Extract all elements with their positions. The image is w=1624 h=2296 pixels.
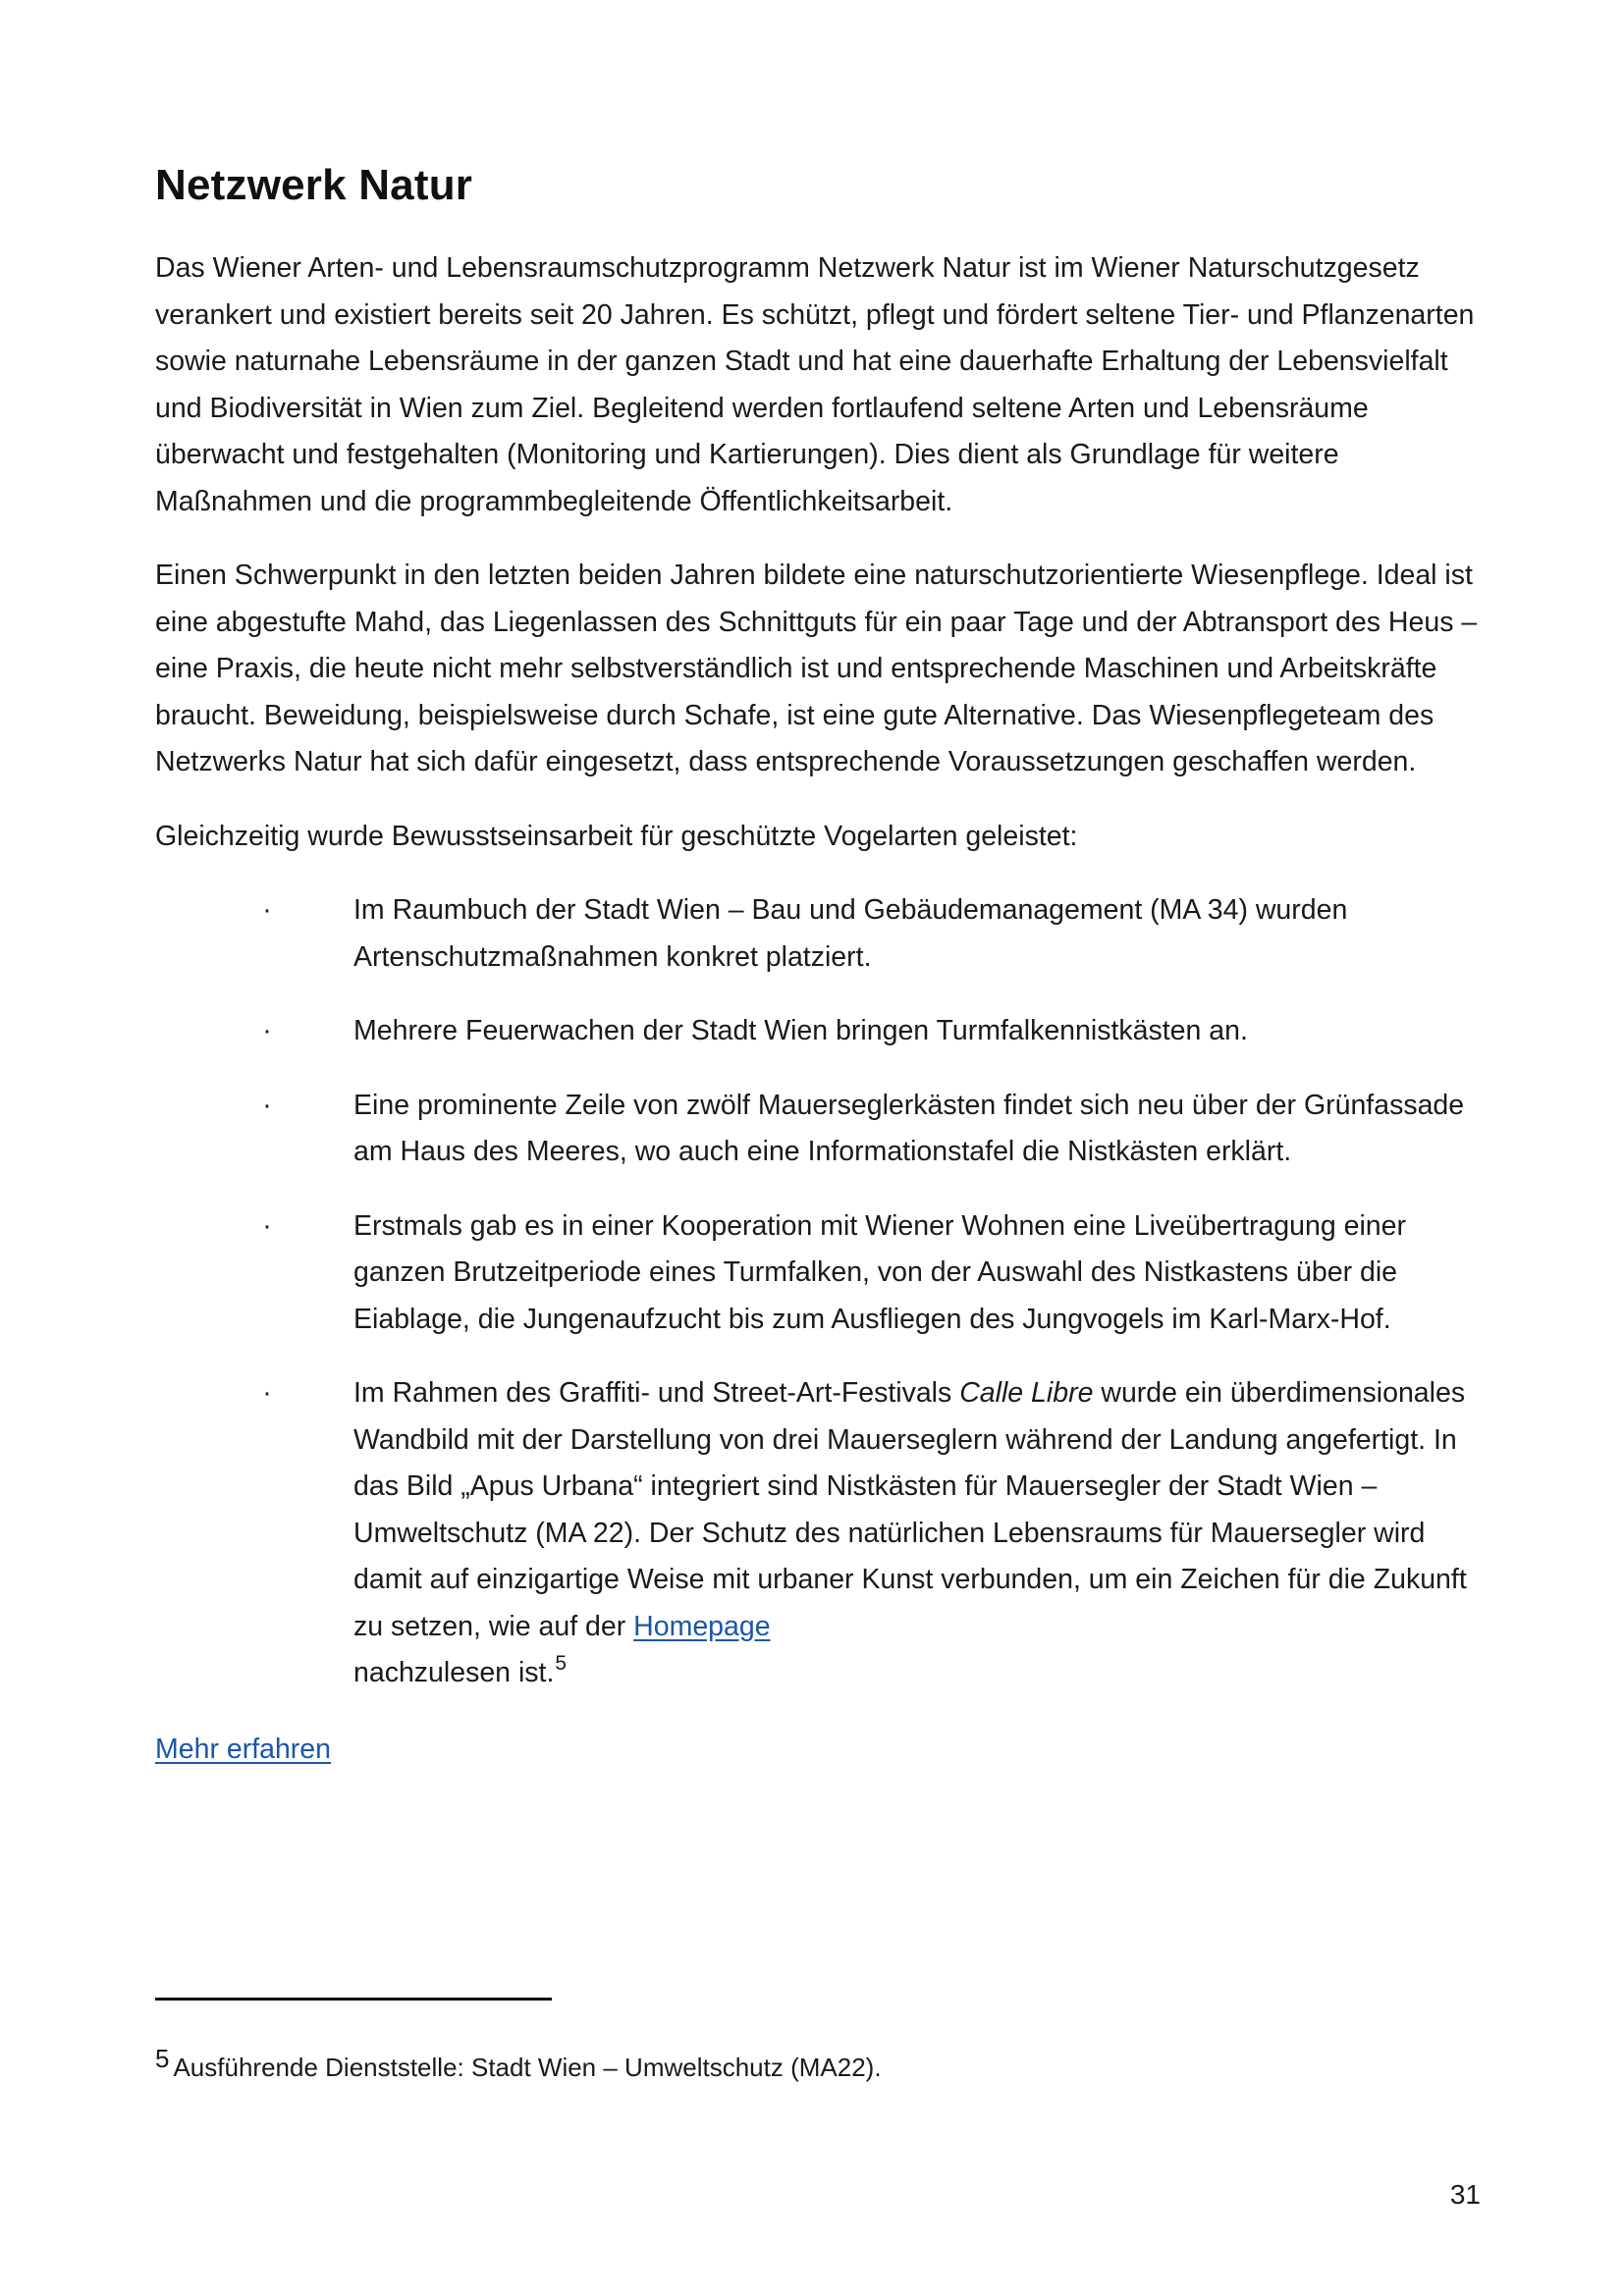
list-item-text-middle: wurde ein überdimensionales Wandbild mit der Darstellung von drei Mauerseglern während der Landung angefertigt. In das Bild „Apus Urbana“ integriert sind Nistkästen für Mauersegler der Stadt Wien – Umweltschutz (MA 22). Der Schutz des natürlichen Lebensraums für Mauersegler wird damit auf einzigartige Weise mit urbaner Kunst verbunden, um ein Zeichen für die Zukunft zu setzen, wie auf der — [353, 1377, 1467, 1642]
list-item — [155, 1083, 1490, 1176]
list-item-text-start: Im Rahmen des Graffiti- und Street-Art-Festivals — [353, 1377, 960, 1409]
list-item — [155, 1370, 1490, 1699]
more-info-link[interactable]: Mehr erfahren — [155, 1733, 332, 1765]
footnote-divider — [155, 1998, 552, 2001]
list-item — [155, 1008, 1490, 1055]
footnote-number: 5 — [155, 2044, 170, 2073]
bullet-icon: · — [262, 1209, 272, 1242]
more-info-paragraph — [155, 1727, 1490, 1774]
bird-measures-list — [155, 887, 1490, 1699]
list-item-text: Mehrere Feuerwachen der Stadt Wien bringen Turmfalkennistkästen an. — [353, 1015, 1248, 1046]
list-item-text: Eine prominente Zeile von zwölf Mauerseglerkästen findet sich neu über der Grünfassade am Haus des Meeres, wo auch eine Informationstafel die Nistkästen erklärt. — [353, 1089, 1465, 1167]
footnote — [155, 2044, 882, 2087]
bullet-icon: · — [262, 894, 272, 926]
list-item — [155, 887, 1490, 981]
footnote-text: Ausführende Dienststelle: Stadt Wien – Umweltschutz (MA22). — [173, 2053, 882, 2082]
list-item-text: Erstmals gab es in einer Kooperation mit Wiener Wohnen eine Liveübertragung einer ganzen Brutzeitperiode eines Turmfalken, von der Auswahl des Nistkastens über die Eiablage, die Jungenaufzucht bis zum Ausfliegen des Jungvogels im Karl-Marx-Hof. — [353, 1209, 1406, 1335]
paragraph-bird-awareness: Gleichzeitig wurde Bewusstseinsarbeit für geschützte Vogelarten geleistet: — [155, 820, 1078, 852]
footnote-reference: 5 — [555, 1652, 568, 1675]
festival-name: Calle Libre — [959, 1377, 1094, 1409]
list-item-text-end: nachzulesen ist. — [353, 1657, 555, 1688]
page-title: Netzwerk Natur — [155, 161, 473, 209]
bullet-icon: · — [262, 1089, 272, 1121]
bullet-icon: · — [262, 1377, 272, 1409]
main-content — [155, 245, 1490, 1800]
list-item-text: Im Raumbuch der Stadt Wien – Bau und Gebäudemanagement (MA 34) wurden Artenschutzmaßnahmen konkret platziert. — [353, 894, 1348, 973]
list-item — [155, 1203, 1490, 1344]
paragraph-intro: Das Wiener Arten- und Lebensraumschutzprogramm Netzwerk Natur ist im Wiener Naturschutzgesetz verankert und existiert bereits seit 20 Jahren. Es schützt, pflegt und fördert seltene Tier- und Pflanzenarten sowie naturnahe Lebensräume in der ganzen Stadt und hat eine dauerhafte Erhaltung der Lebensvielfalt und Biodiversität in Wien zum Ziel. Begleitend werden fortlaufend seltene Arten und Lebensräume überwacht und festgehalten (Monitoring und Kartierungen). Dies dient als Grundlage für weitere Maßnahmen und die programmbegleitende Öffentlichkeitsarbeit. — [155, 252, 1475, 517]
homepage-link[interactable]: Homepage — [633, 1610, 771, 1642]
list-item-text — [353, 1377, 1467, 1688]
bullet-icon: · — [262, 1015, 272, 1046]
paragraph-meadow-care: Einen Schwerpunkt in den letzten beiden Jahren bildete eine naturschutzorientierte Wiesenpflege. Ideal ist eine abgestufte Mahd, das Liegenlassen des Schnittguts für ein paar Tage und der Abtransport des Heus – eine Praxis, die heute nicht mehr selbstverständlich ist und entsprechende Maschinen und Arbeitskräfte braucht. Beweidung, beispielsweise durch Schafe, ist eine gute Alternative. Das Wiesenpflegeteam des Netzwerks Natur hat sich dafür eingesetzt, dass entsprechende Voraussetzungen geschaffen werden. — [155, 560, 1478, 777]
page-number: 31 — [1449, 2179, 1481, 2210]
